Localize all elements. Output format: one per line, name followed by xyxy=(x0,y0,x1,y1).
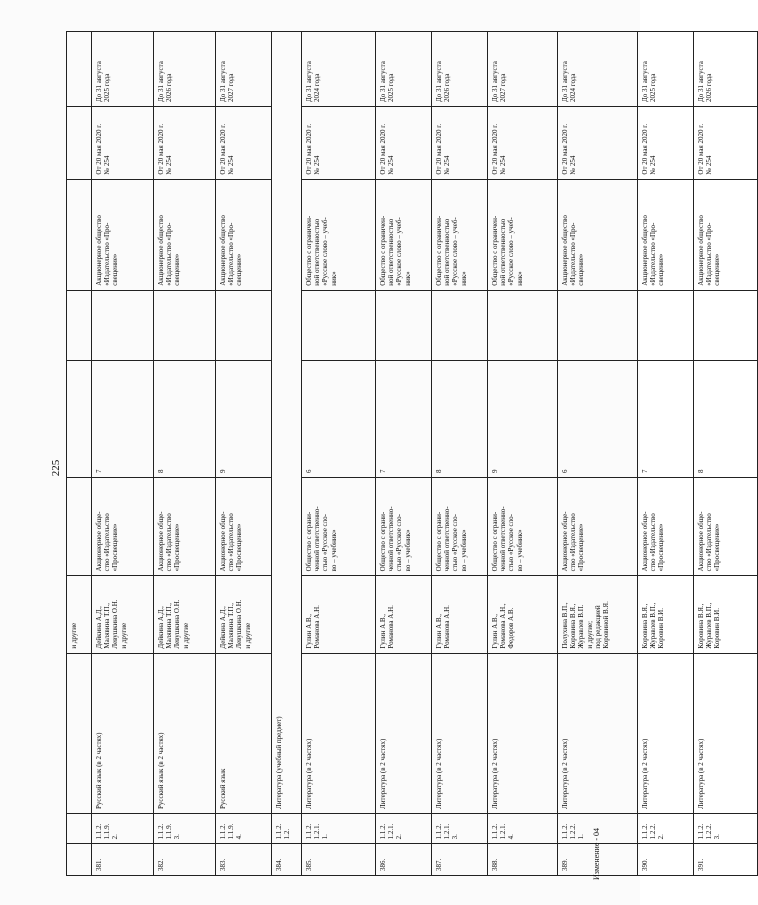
cell-notes xyxy=(216,290,272,360)
cell-num: 381. xyxy=(92,844,154,876)
cell-notes xyxy=(432,290,488,360)
cell-term: До 31 августа 2025 года xyxy=(376,32,432,107)
cell-grade: 7 xyxy=(638,361,694,478)
cell-publisher: Акционерное обще- ство «Издательство «Просвещение» xyxy=(92,478,154,576)
cell-authors: Гулин А.В., Романова А.Н. xyxy=(432,576,488,653)
cell-title: Литература (в 2 частях) xyxy=(432,653,488,813)
table-row xyxy=(302,32,376,876)
cell-num: 383. xyxy=(216,844,272,876)
cell-publisher: Общество с ограни- ченной ответственно- стью «Русское сло- во – учебник» xyxy=(302,478,376,576)
cell-notes xyxy=(558,290,638,360)
cell-num: 391. xyxy=(694,844,758,876)
cell-title: Русский язык (в 2 частях) xyxy=(92,653,154,813)
cell-num: 387. xyxy=(432,844,488,876)
textbook-list-table xyxy=(66,31,758,876)
table-row xyxy=(376,32,432,876)
cell-grade: 9 xyxy=(216,361,272,478)
cell-grade: 7 xyxy=(92,361,154,478)
cell-notes xyxy=(694,290,758,360)
continuation-row xyxy=(67,32,92,876)
cell-term xyxy=(67,32,92,107)
cell-notes xyxy=(638,290,694,360)
cell-code: 1.1.2. 1.2.1. 3. xyxy=(432,813,488,843)
cell-title: Литература (в 2 частях) xyxy=(638,653,694,813)
footer-note xyxy=(592,827,602,889)
cell-authors: Дейкина А.Д., Малявина Т.П., Левушкина О.Н. и другие xyxy=(216,576,272,653)
table-row xyxy=(558,32,638,876)
cell-term: До 31 августа 2027 года xyxy=(216,32,272,107)
cell-notes xyxy=(302,290,376,360)
cell-order: От 20 мая 2020 г. № 254 xyxy=(558,107,638,180)
cell-publisher: Общество с ограни- ченной ответственно- стью «Русское сло- во – учебник» xyxy=(376,478,432,576)
cell-order: От 20 мая 2020 г. № 254 xyxy=(92,107,154,180)
cell-order xyxy=(67,107,92,180)
cell-term: До 31 августа 2024 года xyxy=(558,32,638,107)
cell-publisher: Общество с ограни- ченной ответственно- стью «Русское сло- во – учебник» xyxy=(488,478,558,576)
table-row xyxy=(694,32,758,876)
cell-term: До 31 августа 2024 года xyxy=(302,32,376,107)
cell-title: Литература (в 2 частях) xyxy=(694,653,758,813)
cell-notes xyxy=(67,290,92,360)
cell-pub-full: Общество с ограничен- ной ответственностью «Русское слово – учеб- ник» xyxy=(302,179,376,290)
cell-authors: Дейкина А.Д., Малявина Т.П., Левушкина О.Н. и другие xyxy=(154,576,216,653)
cell-num: 384. xyxy=(272,844,302,876)
cell-authors: и другие xyxy=(67,576,92,653)
cell-notes xyxy=(376,290,432,360)
cell-grade: 7 xyxy=(376,361,432,478)
cell-order: От 20 мая 2020 г. № 254 xyxy=(638,107,694,180)
cell-num: 388. xyxy=(488,844,558,876)
cell-publisher: Акционерное обще- ство «Издательство «Просвещение» xyxy=(638,478,694,576)
cell-term: До 31 августа 2027 года xyxy=(488,32,558,107)
rotated-table-area xyxy=(66,31,722,876)
cell-term: До 31 августа 2025 года xyxy=(92,32,154,107)
cell-publisher: Акционерное обще- ство «Издательство «Просвещение» xyxy=(154,478,216,576)
cell-code: 1.1.2. 1.2.1. 2. xyxy=(376,813,432,843)
cell-authors: Гулин А.В., Романова А.Н. xyxy=(376,576,432,653)
cell-grade: 8 xyxy=(694,361,758,478)
cell-term: До 31 августа 2026 года xyxy=(694,32,758,107)
table-row xyxy=(488,32,558,876)
cell-publisher: Акционерное обще- ство «Издательство «Просвещение» xyxy=(216,478,272,576)
cell-code: 1.1.2. 1.1.9. 3. xyxy=(154,813,216,843)
cell-title: Русский язык xyxy=(216,653,272,813)
cell-pub-full: Общество с ограничен- ной ответственностью «Русское слово – учеб- ник» xyxy=(488,179,558,290)
cell-pub-full: Акционерное общество «Издательство «Про- свещение» xyxy=(694,179,758,290)
cell-title xyxy=(67,653,92,813)
cell-pub-full: Общество с ограничен- ной ответственностью «Русское слово – учеб- ник» xyxy=(432,179,488,290)
cell-title: Русский язык (в 2 частях) xyxy=(154,653,216,813)
cell-num xyxy=(67,844,92,876)
cell-code: 1.1.2. 1.2. xyxy=(272,813,302,843)
cell-code: 1.1.2. 1.1.9. 4. xyxy=(216,813,272,843)
cell-term: До 31 августа 2026 года xyxy=(432,32,488,107)
cell-code: 1.1.2. 1.2.2. 1. xyxy=(558,813,638,843)
cell-term: До 31 августа 2025 года xyxy=(638,32,694,107)
table-row xyxy=(154,32,216,876)
cell-code: 1.1.2. 1.2.1. 4. xyxy=(488,813,558,843)
cell-pub-full: Акционерное общество «Издательство «Про- свещение» xyxy=(558,179,638,290)
cell-order: От 20 мая 2020 г. № 254 xyxy=(302,107,376,180)
cell-publisher xyxy=(67,478,92,576)
cell-title: Литература (в 2 частях) xyxy=(302,653,376,813)
cell-pub-full: Акционерное общество «Издательство «Про- свещение» xyxy=(638,179,694,290)
cell-grade: 8 xyxy=(154,361,216,478)
cell-code: 1.1.2. 1.2.1. 1. xyxy=(302,813,376,843)
cell-order: От 20 мая 2020 г. № 254 xyxy=(216,107,272,180)
section-row xyxy=(272,32,302,876)
cell-authors: Коровина В.Я., Журавлев В.П., Коровин В.И. xyxy=(638,576,694,653)
table-row xyxy=(92,32,154,876)
cell-num: 382. xyxy=(154,844,216,876)
cell-notes xyxy=(488,290,558,360)
cell-grade: 8 xyxy=(432,361,488,478)
cell-order: От 20 мая 2020 г. № 254 xyxy=(154,107,216,180)
cell-order: От 20 мая 2020 г. № 254 xyxy=(376,107,432,180)
section-title: Литература (учебный предмет) xyxy=(272,32,302,814)
cell-code xyxy=(67,813,92,843)
footer-text: Изменение - 04 xyxy=(592,827,601,880)
cell-num: 389. xyxy=(558,844,638,876)
cell-num: 385. xyxy=(302,844,376,876)
cell-publisher: Общество с ограни- ченной ответственно- стью «Русское сло- во – учебник» xyxy=(432,478,488,576)
cell-num: 390. xyxy=(638,844,694,876)
page-number: 225 xyxy=(50,459,62,477)
cell-order: От 20 мая 2020 г. № 254 xyxy=(432,107,488,180)
cell-publisher: Акционерное обще- ство «Издательство «Просвещение» xyxy=(558,478,638,576)
cell-publisher: Акционерное обще- ство «Издательство «Просвещение» xyxy=(694,478,758,576)
cell-pub-full: Акционерное общество «Издательство «Про- свещение» xyxy=(92,179,154,290)
cell-notes xyxy=(154,290,216,360)
cell-code: 1.1.2. 1.1.9. 2. xyxy=(92,813,154,843)
cell-grade: 9 xyxy=(488,361,558,478)
cell-grade: 6 xyxy=(558,361,638,478)
cell-code: 1.1.2. 1.2.2. 2. xyxy=(638,813,694,843)
cell-code: 1.1.2. 1.2.2. 3. xyxy=(694,813,758,843)
cell-order: От 20 мая 2020 г. № 254 xyxy=(488,107,558,180)
cell-pub-full xyxy=(67,179,92,290)
cell-pub-full: Акционерное общество «Издательство «Про- свещение» xyxy=(216,179,272,290)
cell-term: До 31 августа 2026 года xyxy=(154,32,216,107)
table-row xyxy=(216,32,272,876)
cell-grade xyxy=(67,361,92,478)
cell-authors: Гулин А.В., Романова А.Н., Федоров А.В. xyxy=(488,576,558,653)
cell-num: 386. xyxy=(376,844,432,876)
table-row xyxy=(432,32,488,876)
cell-title: Литература (в 2 частях) xyxy=(376,653,432,813)
cell-authors: Коровина В.Я., Журавлев В.П., Коровин В.И. xyxy=(694,576,758,653)
cell-authors: Полухина В.П., Коровина В.Я., Журавлев В.П. и другие; под редакцией Коровиной В.Я. xyxy=(558,576,638,653)
cell-pub-full: Общество с ограничен- ной ответственностью «Русское слово – учеб- ник» xyxy=(376,179,432,290)
cell-authors: Гулин А.В., Романова А.Н. xyxy=(302,576,376,653)
cell-pub-full: Акционерное общество «Издательство «Про- свещение» xyxy=(154,179,216,290)
table-row xyxy=(638,32,694,876)
cell-authors: Дейкина А.Д., Малявина Т.П., Левушкина О.Н. и другие xyxy=(92,576,154,653)
cell-order: От 20 мая 2020 г. № 254 xyxy=(694,107,758,180)
cell-title: Литература (в 2 частях) xyxy=(558,653,638,813)
cell-notes xyxy=(92,290,154,360)
cell-grade: 6 xyxy=(302,361,376,478)
cell-title: Литература (в 2 частях) xyxy=(488,653,558,813)
